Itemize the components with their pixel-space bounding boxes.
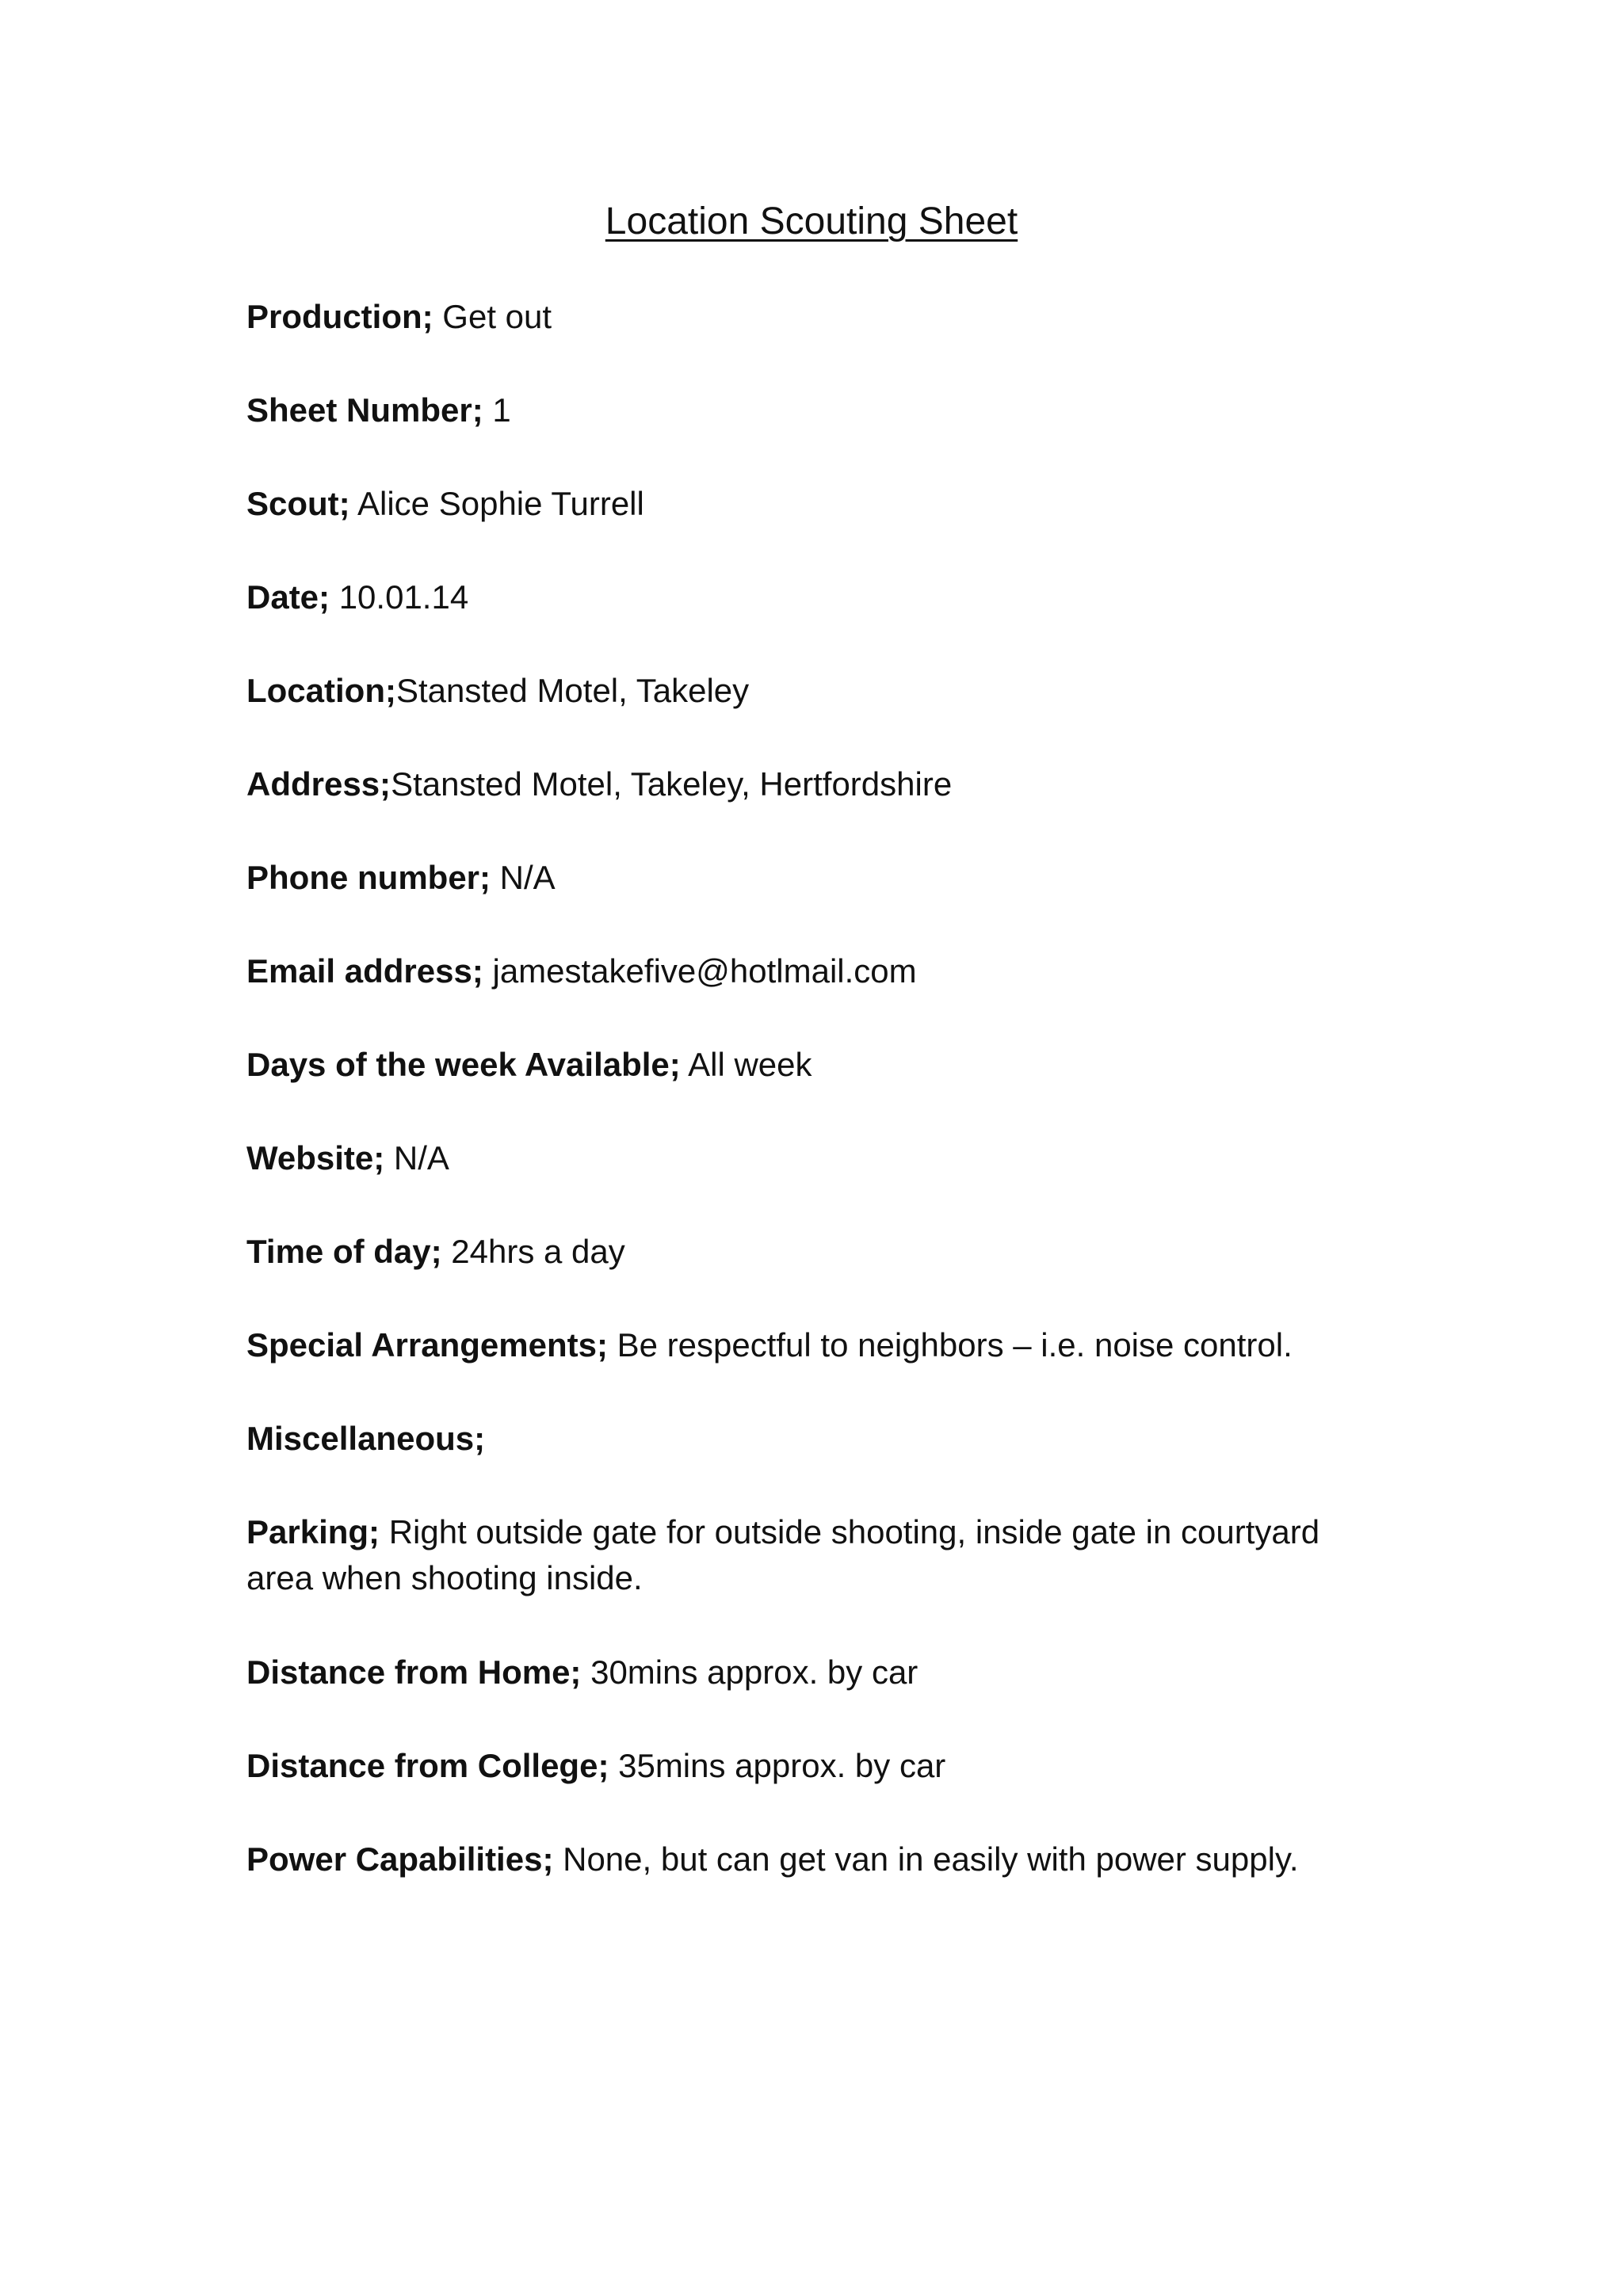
field-label: Parking; bbox=[246, 1513, 380, 1550]
field-label: Email address; bbox=[246, 952, 483, 990]
field-label: Production; bbox=[246, 298, 433, 335]
field-label: Location; bbox=[246, 672, 396, 709]
field-value: Alice Sophie Turrell bbox=[349, 485, 644, 522]
field-distance-from-home bbox=[246, 1650, 1435, 1695]
field-value: 10.01.14 bbox=[330, 578, 469, 616]
field-value: Be respectful to neighbors – i.e. noise control. bbox=[607, 1326, 1293, 1363]
field-value: 30mins approx. by car bbox=[581, 1653, 918, 1691]
field-value: Stansted Motel, Takeley, Hertfordshire bbox=[391, 765, 953, 803]
field-label: Address; bbox=[246, 765, 391, 803]
field-value: 24hrs a day bbox=[441, 1233, 625, 1270]
field-label: Sheet Number; bbox=[246, 391, 483, 429]
field-label: Miscellaneous; bbox=[246, 1420, 486, 1457]
field-value: N/A bbox=[384, 1139, 449, 1177]
field-email-address bbox=[246, 948, 1435, 994]
field-label: Time of day; bbox=[246, 1233, 442, 1270]
page-title bbox=[0, 196, 1623, 247]
field-time-of-day bbox=[246, 1229, 1435, 1275]
field-sheet-number bbox=[246, 387, 1435, 433]
field-date bbox=[246, 574, 1435, 620]
field-distance-from-college bbox=[246, 1743, 1435, 1789]
field-value: 35mins approx. by car bbox=[609, 1747, 946, 1784]
field-label: Days of the week Available; bbox=[246, 1046, 681, 1083]
field-miscellaneous bbox=[246, 1416, 1435, 1462]
field-website bbox=[246, 1135, 1435, 1181]
field-label: Distance from College; bbox=[246, 1747, 609, 1784]
field-days-available bbox=[246, 1042, 1435, 1088]
field-parking bbox=[246, 1509, 1388, 1601]
field-label: Date; bbox=[246, 578, 330, 616]
page-title-text: Location Scouting Sheet bbox=[605, 200, 1018, 242]
field-label: Power Capabilities; bbox=[246, 1840, 554, 1878]
field-value: jamestakefive@hotlmail.com bbox=[483, 952, 917, 990]
field-label: Scout; bbox=[246, 485, 350, 522]
field-production bbox=[246, 294, 1435, 340]
field-power-capabilities bbox=[246, 1836, 1435, 1882]
field-value: Get out bbox=[433, 298, 552, 335]
field-scout bbox=[246, 481, 1435, 527]
field-label: Website; bbox=[246, 1139, 385, 1177]
field-value: 1 bbox=[483, 391, 511, 429]
field-special-arrangements bbox=[246, 1322, 1435, 1368]
field-label: Phone number; bbox=[246, 859, 491, 896]
field-value: None, but can get van in easily with power supply. bbox=[553, 1840, 1299, 1878]
field-value: N/A bbox=[491, 859, 556, 896]
field-value: Stansted Motel, Takeley bbox=[395, 672, 750, 709]
field-phone-number bbox=[246, 855, 1435, 901]
field-location bbox=[246, 668, 1435, 714]
field-value: Right outside gate for outside shooting, inside gate in courtyard area when shooting inside. bbox=[246, 1513, 1320, 1596]
field-label: Special Arrangements; bbox=[246, 1326, 608, 1363]
field-value: All week bbox=[680, 1046, 812, 1083]
field-label: Distance from Home; bbox=[246, 1653, 582, 1691]
field-address bbox=[246, 761, 1435, 807]
